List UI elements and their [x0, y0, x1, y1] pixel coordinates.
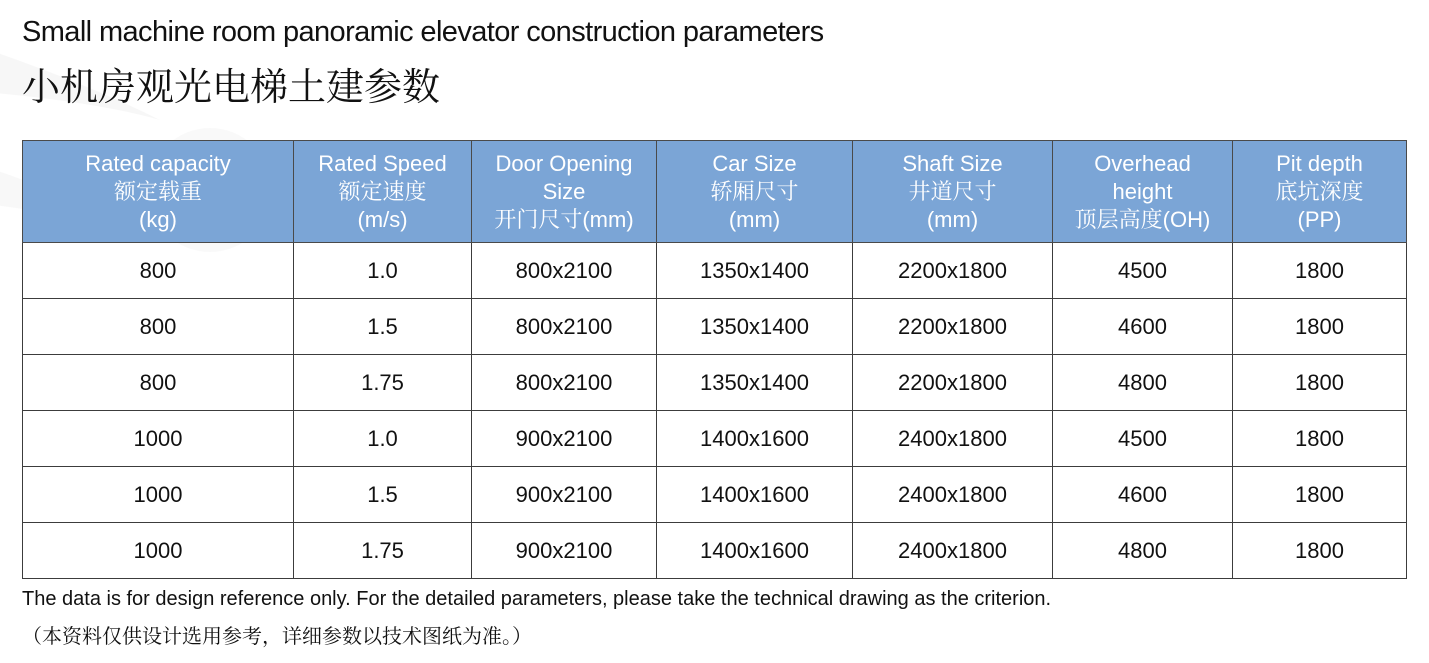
cell-car-size: 1350x1400	[657, 355, 853, 411]
cell-rated-speed: 1.0	[294, 411, 472, 467]
cell-pit-depth: 1800	[1233, 411, 1407, 467]
table-header-row	[23, 141, 1407, 243]
cell-shaft-size: 2200x1800	[853, 299, 1053, 355]
disclaimer-chinese: （本资料仅供设计选用参考，详细参数以技术图纸为准。）	[22, 626, 532, 648]
cell-rated-speed: 1.75	[294, 523, 472, 579]
cell-door-opening-size: 900x2100	[472, 411, 657, 467]
header-rated-speed: Rated Speed 额定速度 (m/s)	[294, 141, 472, 243]
cell-overhead-height: 4600	[1053, 299, 1233, 355]
cell-pit-depth: 1800	[1233, 523, 1407, 579]
page-title-chinese: 小机房观光电梯土建参数	[22, 67, 441, 109]
header-rated-capacity: Rated capacity 额定载重 (kg)	[23, 141, 294, 243]
cell-car-size: 1400x1600	[657, 523, 853, 579]
parameters-table	[22, 140, 1407, 579]
cell-pit-depth: 1800	[1233, 299, 1407, 355]
cell-rated-speed: 1.75	[294, 355, 472, 411]
cell-overhead-height: 4500	[1053, 411, 1233, 467]
cell-shaft-size: 2400x1800	[853, 411, 1053, 467]
table-row	[23, 243, 1407, 299]
disclaimer-english: The data is for design reference only. For the detailed parameters, please take the technical drawing as the criterion.	[22, 588, 1052, 610]
cell-rated-capacity: 1000	[23, 467, 294, 523]
table-row	[23, 411, 1407, 467]
header-shaft-size: Shaft Size 井道尺寸 (mm)	[853, 141, 1053, 243]
cell-car-size: 1400x1600	[657, 467, 853, 523]
cell-door-opening-size: 800x2100	[472, 355, 657, 411]
table-row	[23, 299, 1407, 355]
header-car-size: Car Size 轿厢尺寸 (mm)	[657, 141, 853, 243]
cell-overhead-height: 4800	[1053, 523, 1233, 579]
table-row	[23, 523, 1407, 579]
cell-overhead-height: 4500	[1053, 243, 1233, 299]
cell-car-size: 1350x1400	[657, 243, 853, 299]
cell-rated-capacity: 800	[23, 355, 294, 411]
cell-rated-capacity: 800	[23, 243, 294, 299]
cell-rated-speed: 1.5	[294, 299, 472, 355]
cell-shaft-size: 2400x1800	[853, 523, 1053, 579]
cell-rated-capacity: 1000	[23, 411, 294, 467]
cell-door-opening-size: 900x2100	[472, 523, 657, 579]
cell-shaft-size: 2200x1800	[853, 355, 1053, 411]
cell-door-opening-size: 800x2100	[472, 243, 657, 299]
header-overhead-height: Overhead height 顶层高度(OH)	[1053, 141, 1233, 243]
cell-rated-capacity: 800	[23, 299, 294, 355]
table-row	[23, 467, 1407, 523]
table-row	[23, 355, 1407, 411]
cell-rated-capacity: 1000	[23, 523, 294, 579]
cell-pit-depth: 1800	[1233, 355, 1407, 411]
cell-pit-depth: 1800	[1233, 243, 1407, 299]
page-title-english: Small machine room panoramic elevator construction parameters	[22, 16, 824, 48]
cell-overhead-height: 4800	[1053, 355, 1233, 411]
cell-overhead-height: 4600	[1053, 467, 1233, 523]
cell-rated-speed: 1.0	[294, 243, 472, 299]
cell-pit-depth: 1800	[1233, 467, 1407, 523]
cell-rated-speed: 1.5	[294, 467, 472, 523]
header-door-opening-size: Door Opening Size 开门尺寸(mm)	[472, 141, 657, 243]
cell-shaft-size: 2400x1800	[853, 467, 1053, 523]
cell-door-opening-size: 800x2100	[472, 299, 657, 355]
cell-door-opening-size: 900x2100	[472, 467, 657, 523]
cell-shaft-size: 2200x1800	[853, 243, 1053, 299]
header-pit-depth: Pit depth 底坑深度 (PP)	[1233, 141, 1407, 243]
cell-car-size: 1350x1400	[657, 299, 853, 355]
cell-car-size: 1400x1600	[657, 411, 853, 467]
